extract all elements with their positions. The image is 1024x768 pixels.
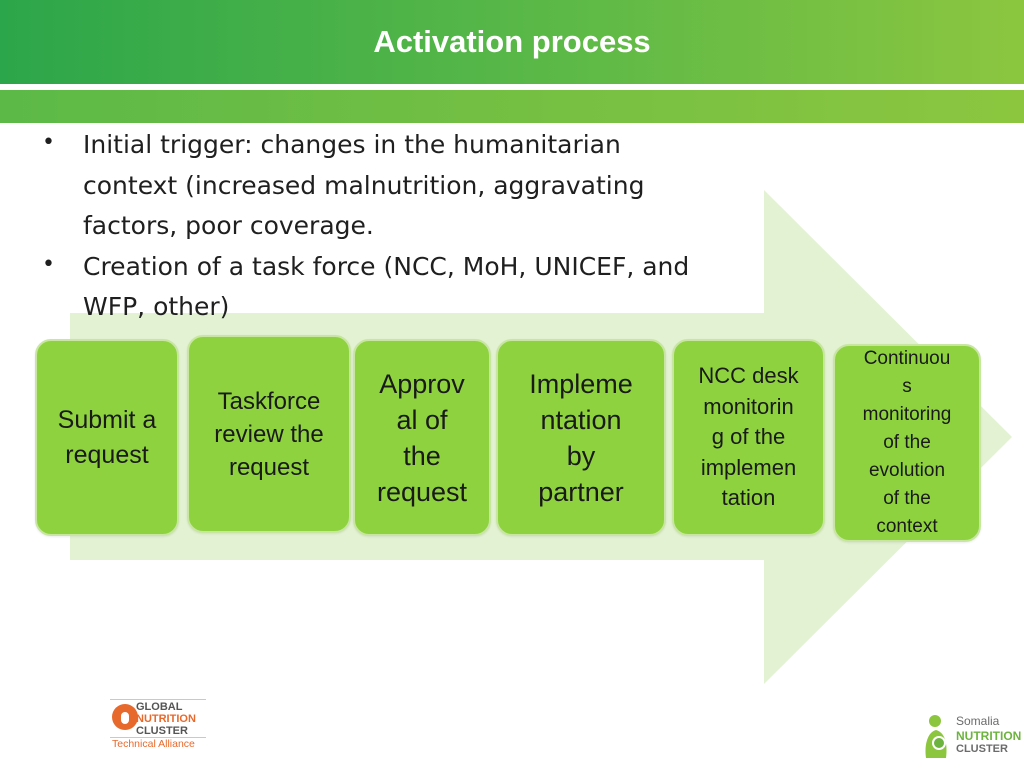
step-line: s <box>902 376 912 397</box>
logo-line: GLOBAL <box>136 701 183 713</box>
step-line: evolution <box>868 460 946 481</box>
step-submit-request <box>35 339 179 536</box>
step-line: Taskforce <box>217 387 321 415</box>
step-line: NCC desk <box>698 363 799 389</box>
logo-rule <box>110 699 206 700</box>
bullet-line: Creation of a task force (NCC, MoH, UNICEF, and <box>83 251 690 281</box>
bullet-line: context (increased malnutrition, aggravating <box>83 170 645 200</box>
step-line: Approv <box>379 368 465 399</box>
step-line: the <box>403 440 441 471</box>
step-line: of the <box>883 488 931 509</box>
step-continuous-monitoring <box>833 344 981 542</box>
slide-title: Activation process <box>373 24 651 59</box>
logo-line: CLUSTER <box>136 725 188 737</box>
step-line: partner <box>538 476 624 507</box>
step-line: al of <box>396 404 448 435</box>
step-taskforce-review <box>187 335 351 533</box>
step-line: monitoring <box>862 404 952 425</box>
logo-line: CLUSTER <box>956 743 1008 755</box>
bullet-line: Initial trigger: changes in the humanitarian <box>83 130 621 159</box>
step-line: review the <box>214 420 324 448</box>
step-line: g of the <box>711 424 786 450</box>
step-approval <box>353 339 491 536</box>
step-ncc-monitoring <box>672 339 825 536</box>
logo-line: NUTRITION <box>136 713 196 725</box>
somalia-nutrition-cluster-logo <box>920 712 1020 762</box>
step-line: request <box>376 476 468 507</box>
logo-tagline: Technical Alliance <box>112 738 195 750</box>
bullet-dot-icon: • <box>42 130 55 155</box>
step-line: context <box>876 516 938 537</box>
step-line: request <box>65 440 149 469</box>
mother-child-icon <box>922 714 952 760</box>
global-nutrition-cluster-logo <box>110 697 210 753</box>
step-line: implemen <box>700 454 797 480</box>
step-line: of the <box>883 432 931 453</box>
bullet-line: factors, poor coverage. <box>83 211 374 240</box>
step-line: tation <box>721 485 776 511</box>
bullet-item <box>36 125 776 247</box>
step-line: ntation <box>540 404 622 435</box>
bullet-item <box>36 247 776 328</box>
logo-line: Somalia <box>956 714 1000 728</box>
bullet-list <box>36 125 776 328</box>
step-line: Continuou <box>863 348 951 369</box>
step-line: request <box>228 453 310 481</box>
logo-line: NUTRITION <box>956 729 1022 743</box>
step-line: by <box>566 440 596 471</box>
step-line: monitorin <box>703 393 794 419</box>
bullet-dot-icon: • <box>42 251 55 277</box>
step-implementation <box>496 339 666 536</box>
bullet-line: WFP, other) <box>83 292 230 321</box>
step-line: Submit a <box>57 405 157 434</box>
step-line: Impleme <box>529 368 633 399</box>
mother-child-icon <box>112 704 138 730</box>
